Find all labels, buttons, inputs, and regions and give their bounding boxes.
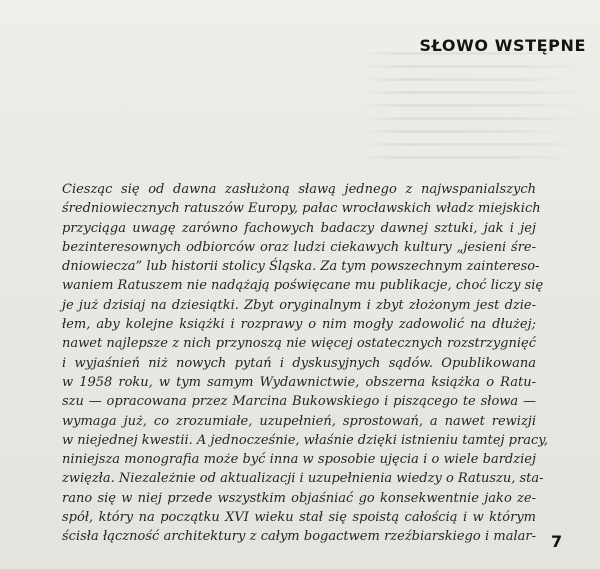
section-title: SŁOWO WSTĘPNE	[419, 36, 586, 55]
text-line: nawet najlepsze z nich przynoszą nie więcej ostatecznych rozstrzygnięć	[62, 336, 536, 352]
text-line: bezinteresownych odbiorców oraz ludzi ciekawych kultury „jesieni śre-	[62, 239, 536, 255]
text-line: średniowiecznych ratuszów Europy, pałac wrocławskich władz miejskich	[62, 201, 541, 217]
text-line: przyciąga uwagę zarówno fachowych badaczy dawnej sztuki, jak i jej	[62, 220, 536, 236]
text-line: i wyjaśnień niż nowych pytań i dyskusyjnych sądów. Opublikowana	[62, 355, 536, 371]
show-through-text	[360, 52, 590, 172]
text-line: Ciesząc się od dawna zasłużoną sławą jednego z najwspanialszych	[62, 182, 536, 197]
text-line: w 1958 roku, w tym samym Wydawnictwie, obszerna książka o Ratu-	[62, 374, 536, 390]
text-line: łem, aby kolejne książki i rozprawy o nim mogły zadowolić na dłużej;	[62, 317, 536, 333]
text-line: rano się w niej przede wszystkim objaśniać go konsekwentnie jako ze-	[62, 490, 536, 506]
text-line: zwięzła. Niezależnie od aktualizacji i uzupełnienia wiedzy o Ratuszu, sta-	[62, 471, 544, 487]
text-line: wymaga już, co zrozumiałe, uzupełnień, sprostowań, a nawet rewizji	[62, 413, 536, 429]
text-line: waniem Ratuszem nie nadążają poświęcane mu publikacje, choć liczy się	[62, 278, 544, 294]
text-line: spół, który na początku XVI wieku stał się spoistą całością i w którym	[62, 510, 536, 526]
body-paragraph	[62, 180, 549, 547]
text-line: je już dzisiaj na dziesiątki. Zbyt oryginalnym i zbyt złożonym jest dzie-	[62, 297, 536, 313]
text-line: ścisła łączność architektury z całym bogactwem rzeźbiarskiego i malar-	[62, 529, 536, 545]
text-line: w niejednej kwestii. A jednocześnie, właśnie dzięki istnieniu tamtej pracy,	[62, 432, 549, 448]
page-number: 7	[551, 532, 563, 551]
text-line: niniejsza monografia może być inna w sposobie ujęcia i o wiele bardziej	[62, 452, 536, 468]
text-line: szu — opracowana przez Marcina Bukowskiego i piszącego te słowa —	[62, 394, 536, 410]
text-line: dniowiecza” lub historii stolicy Śląska. Za tym powszechnym zaintereso-	[62, 259, 540, 275]
